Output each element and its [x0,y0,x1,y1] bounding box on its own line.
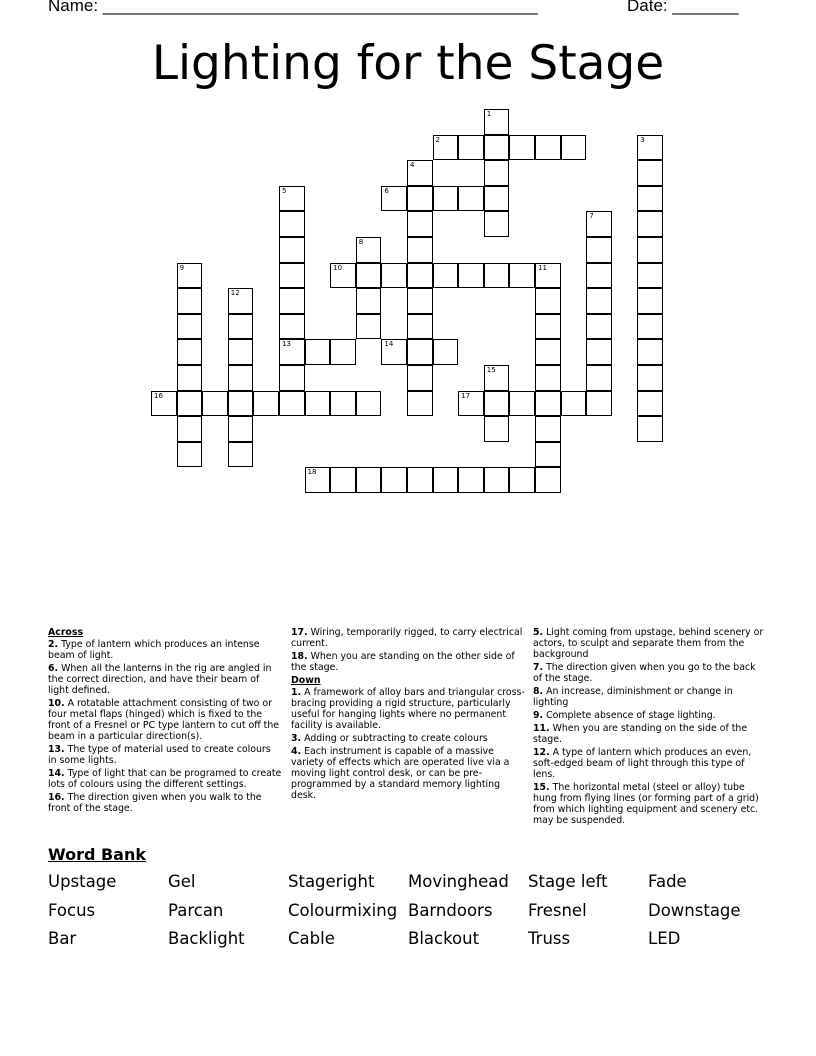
crossword-cell[interactable] [381,263,407,289]
word-bank-item: Fresnel [528,900,587,920]
word-bank-item: Stage left [528,872,608,891]
crossword-cell[interactable] [228,416,254,442]
cell-number: 3 [640,135,645,144]
crossword-cell[interactable] [637,237,663,263]
crossword-cell[interactable] [637,160,663,186]
cell-number: 4 [410,161,415,170]
crossword-cell[interactable] [586,211,612,237]
word-bank-item: Barndoors [408,900,493,920]
crossword-cell[interactable] [535,314,561,340]
word-bank-item: Bar [48,929,77,948]
crossword-cell[interactable] [381,467,407,493]
crossword-cell[interactable] [637,339,663,365]
crossword-cell[interactable] [356,237,382,263]
crossword-cell[interactable] [433,263,459,289]
word-bank-item: Blackout [408,929,480,948]
crossword-cell[interactable] [535,416,561,442]
crossword-cell[interactable] [356,263,382,289]
cell-number: 10 [333,263,343,272]
crossword-cell[interactable] [509,135,535,161]
crossword-cell[interactable] [279,314,305,340]
crossword-cell[interactable] [484,186,510,212]
crossword-cell[interactable] [586,237,612,263]
crossword-cell[interactable] [177,263,203,289]
crossword-cell[interactable] [484,391,510,417]
word-bank-item: Movinghead [408,872,509,891]
clue-down-8: 8. An increase, diminishment or change in lighting [533,686,733,708]
crossword-cell[interactable] [356,288,382,314]
crossword-cell[interactable] [228,391,254,417]
clue-down-11: 11. When you are standing on the side of the stage. [533,723,748,745]
crossword-cell[interactable] [586,288,612,314]
crossword-cell[interactable] [484,109,510,135]
crossword-cell[interactable] [433,339,459,365]
word-bank-item: Downstage [648,900,741,920]
crossword-cell[interactable] [330,391,356,417]
cell-number: 6 [384,186,389,195]
crossword-cell[interactable] [253,391,279,417]
word-bank-item: Cable [288,929,335,948]
page-title: Lighting for the Stage [151,36,665,91]
word-bank-item: Backlight [168,929,245,948]
cell-number: 11 [538,263,547,272]
crossword-cell[interactable] [228,442,254,468]
clues-column-2 [291,627,525,803]
crossword-cell[interactable] [535,365,561,391]
crossword-cell[interactable] [535,467,561,493]
word-bank-item: Parcan [168,900,224,920]
crossword-cell[interactable] [356,467,382,493]
crossword-cell[interactable] [177,365,203,391]
crossword-cell[interactable] [407,391,433,417]
crossword-cell[interactable] [177,416,203,442]
crossword-cell[interactable] [330,467,356,493]
word-bank-title: Word Bank [48,845,147,864]
crossword-cell[interactable] [637,416,663,442]
crossword-cell[interactable] [356,391,382,417]
crossword-cell[interactable] [202,391,228,417]
crossword-cell[interactable] [586,263,612,289]
crossword-cell[interactable] [381,339,407,365]
crossword-cell[interactable] [535,135,561,161]
crossword-cell[interactable] [637,365,663,391]
crossword-cell[interactable] [637,391,663,417]
name-field-label: Name: ______________________________________________ [48,0,538,15]
word-bank-item: Focus [48,900,96,920]
clue-down-1: 1. A framework of alloy bars and triangular cross-bracing providing a rigid structure, particularly useful for hanging lights where no permanent facility is available. [291,687,525,731]
crossword-cell[interactable] [637,288,663,314]
crossword-cell[interactable] [407,288,433,314]
clue-down-9: 9. Complete absence of stage lighting. [533,710,716,721]
crossword-cell[interactable] [177,339,203,365]
across-heading: Across [48,627,84,638]
crossword-cell[interactable] [484,135,510,161]
crossword-cell[interactable] [458,467,484,493]
clue-down-5: 5. Light coming from upstage, behind scenery or actors, to sculpt and separate them from the background [533,627,764,660]
cell-number: 7 [589,212,594,221]
crossword-cell[interactable] [637,135,663,161]
crossword-cell[interactable] [407,263,433,289]
crossword-cell[interactable] [561,391,587,417]
crossword-cell[interactable] [228,339,254,365]
crossword-cell[interactable] [484,365,510,391]
cell-number: 5 [282,186,287,195]
clue-across-17: 17. Wiring, temporarily rigged, to carry electrical current. [291,627,523,649]
crossword-cell[interactable] [509,263,535,289]
crossword-cell[interactable] [484,263,510,289]
crossword-cell[interactable] [279,339,305,365]
clue-across-16: 16. The direction given when you walk to the front of the stage. [48,792,262,814]
crossword-cell[interactable] [407,237,433,263]
clue-down-3: 3. Adding or subtracting to create colours [291,733,488,744]
crossword-cell[interactable] [356,314,382,340]
crossword-cell[interactable] [279,288,305,314]
crossword-cell[interactable] [279,237,305,263]
crossword-cell[interactable] [407,186,433,212]
crossword-cell[interactable] [279,391,305,417]
crossword-cell[interactable] [458,135,484,161]
cell-number: 18 [307,468,317,477]
crossword-cell[interactable] [279,263,305,289]
cell-number: 9 [179,263,185,272]
crossword-cell[interactable] [509,391,535,417]
crossword-cell[interactable] [458,263,484,289]
crossword-cell[interactable] [177,288,203,314]
crossword-cell[interactable] [535,288,561,314]
cell-number: 1 [486,110,492,118]
crossword-cell[interactable] [177,391,203,417]
cell-number: 2 [435,135,441,144]
crossword-cell[interactable] [509,467,535,493]
cell-number: 16 [154,391,163,400]
clue-across-10: 10. A rotatable attachment consisting of two or four metal flaps (hinged) which is fixed to the front of a Fresnel or PC type lantern to cut off the beam in a particular direction(s). [48,698,280,742]
crossword-cell[interactable] [279,186,305,212]
cell-number: 14 [384,340,394,349]
crossword-cell[interactable] [637,186,663,212]
crossword-cell[interactable] [535,442,561,468]
cell-number: 17 [461,391,471,400]
word-bank-item: Fade [648,872,687,891]
crossword-cell[interactable] [279,365,305,391]
cell-number: 12 [230,289,240,298]
crossword-cell[interactable] [407,339,433,365]
date-field-label: Date: _______ [627,0,739,15]
clue-across-14: 14. Type of light that can be programed to create lots of colours using the different settings. [48,768,282,790]
cell-number: 15 [486,366,496,374]
crossword-cell[interactable] [433,135,459,161]
crossword-cell[interactable] [433,186,459,212]
crossword-cell[interactable] [228,365,254,391]
clue-across-18: 18. When you are standing on the other side of the stage. [291,651,515,673]
crossword-cell[interactable] [586,391,612,417]
word-bank-item: Gel [168,872,196,891]
word-bank-item: Truss [528,929,571,948]
crossword-cell[interactable] [151,391,177,417]
clue-across-6: 6. When all the lanterns in the rig are angled in the correct direction, and have their beam of light defined. [48,663,272,696]
crossword-cell[interactable] [407,365,433,391]
cell-number: 13 [282,340,291,349]
crossword-cell[interactable] [228,314,254,340]
crossword-cell[interactable] [484,467,510,493]
word-bank-item: Colourmixing [288,900,398,920]
crossword-cell[interactable] [330,339,356,365]
crossword-cell[interactable] [535,263,561,289]
clue-across-13: 13. The type of material used to create colours in some lights. [48,744,271,766]
word-bank-item: LED [648,929,681,948]
clue-down-12: 12. A type of lantern which produces an even, soft-edged beam of light through this type of lens. [533,747,752,780]
crossword-cell[interactable] [586,339,612,365]
clue-down-7: 7. The direction given when you go to the back of the stage. [533,662,756,684]
crossword-cell[interactable] [484,416,510,442]
crossword-cell[interactable] [535,391,561,417]
cell-number: 8 [358,238,364,246]
crossword-cell[interactable] [407,314,433,340]
crossword-cell[interactable] [305,391,331,417]
clue-down-4: 4. Each instrument is capable of a massive variety of effects which are operated live via a moving light control desk, or can be pre-programmed by a standard memory lighting desk. [291,746,510,801]
down-heading: Down [291,675,321,686]
crossword-cell[interactable] [586,365,612,391]
crossword-cell[interactable] [177,314,203,340]
crossword-cell[interactable] [458,391,484,417]
crossword-cell[interactable] [330,263,356,289]
crossword-cell[interactable] [407,211,433,237]
crossword-cell[interactable] [637,211,663,237]
crossword-cell[interactable] [484,211,510,237]
crossword-cell[interactable] [407,467,433,493]
crossword-cell[interactable] [637,263,663,289]
crossword-cell[interactable] [407,160,433,186]
crossword-cell[interactable] [561,135,587,161]
crossword-cell[interactable] [586,314,612,340]
crossword-cell[interactable] [637,314,663,340]
crossword-cell[interactable] [228,288,254,314]
word-bank-item: Upstage [48,872,117,891]
clue-across-2: 2. Type of lantern which produces an intense beam of light. [48,639,260,661]
crossword-cell[interactable] [305,467,331,493]
clues-column-3 [533,627,767,828]
clues-column-1 [48,627,282,816]
crossword-cell[interactable] [433,467,459,493]
crossword-cell[interactable] [305,339,331,365]
word-bank-item: Stageright [288,872,375,891]
crossword-cell[interactable] [177,442,203,468]
crossword-cell[interactable] [535,339,561,365]
crossword-cell[interactable] [381,186,407,212]
crossword-cell[interactable] [484,160,510,186]
clue-down-15: 15. The horizontal metal (steel or alloy) tube hung from flying lines (or forming part of a grid) from which lighting equipment and scenery etc. may be suspended. [533,782,759,826]
crossword-cell[interactable] [458,186,484,212]
crossword-cell[interactable] [279,211,305,237]
